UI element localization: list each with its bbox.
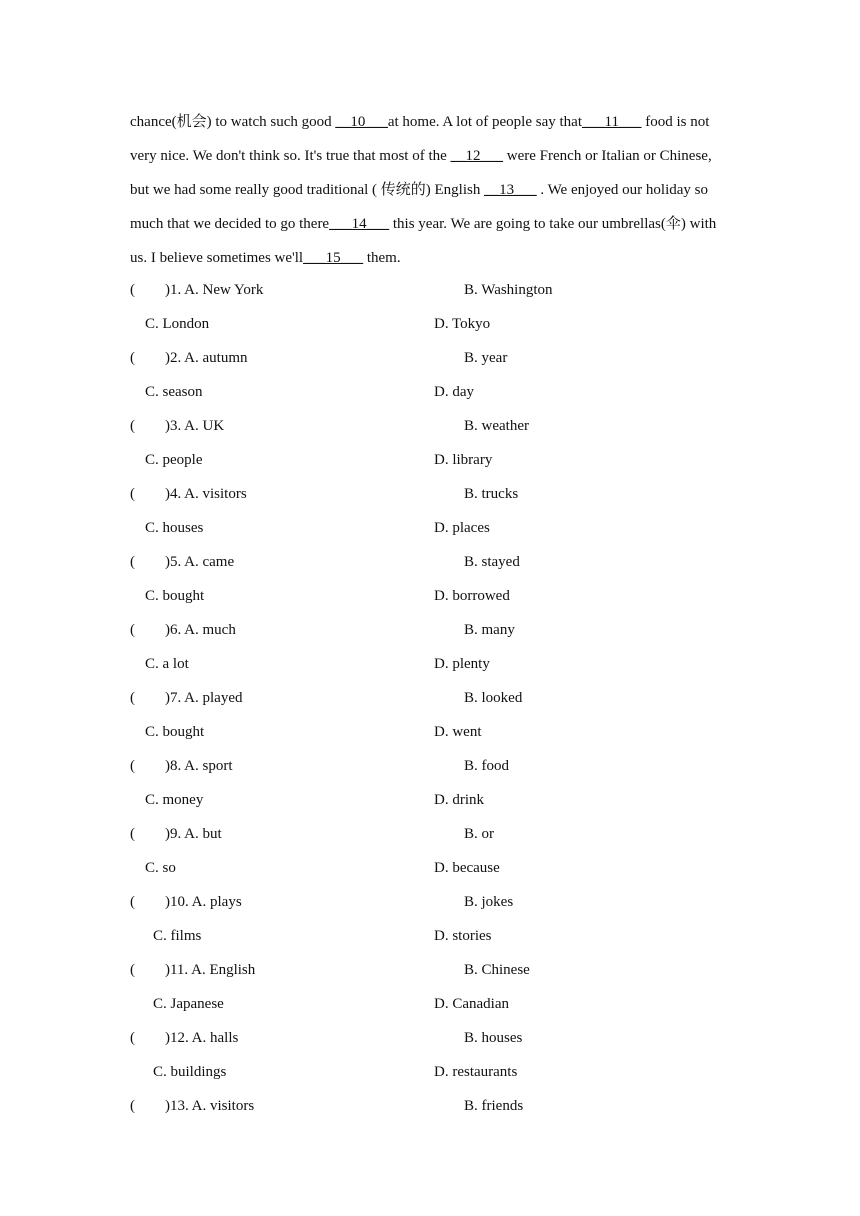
option-b: B. stayed	[464, 554, 520, 570]
passage-text: chance(机会) to watch such good	[130, 114, 336, 130]
option-d: D. day	[434, 384, 474, 400]
option-d: D. Tokyo	[434, 316, 491, 332]
question-number-option-a: ( )2. A. autumn	[130, 350, 248, 366]
option-b: B. weather	[464, 418, 529, 434]
question-row	[0, 375, 860, 409]
question-row	[0, 511, 860, 545]
question-number-option-a: ( )13. A. visitors	[130, 1098, 255, 1114]
question-row	[0, 1021, 860, 1055]
option-b: B. or	[464, 826, 494, 842]
question-row	[0, 443, 860, 477]
option-b: B. many	[464, 622, 515, 638]
question-row	[0, 885, 860, 919]
option-c: C. buildings	[153, 1064, 227, 1080]
option-d: D. restaurants	[434, 1064, 518, 1080]
passage-text: at home. A lot of people say that	[387, 114, 582, 130]
question-row	[0, 273, 860, 307]
option-d: D. because	[434, 860, 500, 876]
option-d: D. borrowed	[434, 588, 510, 604]
question-number-option-a: ( )11. A. English	[130, 962, 256, 978]
option-c: C. Japanese	[153, 996, 224, 1012]
option-c: C. a lot	[145, 656, 189, 672]
option-c: C. season	[145, 384, 203, 400]
question-row	[0, 1089, 860, 1123]
blank-15: ___15___	[303, 250, 364, 266]
blank-13: __13___	[484, 182, 537, 198]
question-row	[0, 579, 860, 613]
passage-line	[130, 139, 732, 173]
option-c: C. bought	[145, 724, 205, 740]
question-row	[0, 477, 860, 511]
option-b: B. friends	[464, 1098, 524, 1114]
passage-text: were French or Italian or Chinese,	[503, 148, 712, 164]
question-row	[0, 307, 860, 341]
option-c: C. houses	[145, 520, 204, 536]
option-c: C. people	[145, 452, 203, 468]
option-d: D. went	[434, 724, 482, 740]
option-b: B. looked	[464, 690, 523, 706]
question-number-option-a: ( )5. A. came	[130, 554, 235, 570]
option-d: D. library	[434, 452, 493, 468]
blank-11: ___11___	[582, 114, 642, 130]
option-c: C. London	[145, 316, 210, 332]
question-row	[0, 545, 860, 579]
option-d: D. Canadian	[434, 996, 509, 1012]
option-c: C. bought	[145, 588, 205, 604]
question-row	[0, 987, 860, 1021]
question-number-option-a: ( )4. A. visitors	[130, 486, 247, 502]
question-row	[0, 681, 860, 715]
question-number-option-a: ( )12. A. halls	[130, 1030, 239, 1046]
blank-12: __12___	[450, 148, 504, 164]
option-d: D. plenty	[434, 656, 490, 672]
option-b: B. year	[464, 350, 508, 366]
question-row	[0, 647, 860, 681]
option-b: B. jokes	[464, 894, 514, 910]
option-d: D. drink	[434, 792, 484, 808]
passage	[130, 105, 732, 275]
option-c: C. films	[153, 928, 202, 944]
question-row	[0, 1055, 860, 1089]
question-row	[0, 715, 860, 749]
question-row	[0, 851, 860, 885]
passage-text: us. I believe sometimes we'll	[130, 250, 304, 266]
question-row	[0, 953, 860, 987]
question-row	[0, 749, 860, 783]
question-number-option-a: ( )7. A. played	[130, 690, 243, 706]
question-number-option-a: ( )3. A. UK	[130, 418, 225, 434]
passage-text: them.	[363, 250, 401, 266]
option-c: C. money	[145, 792, 204, 808]
passage-text: but we had some really good traditional ( 传统的) English	[130, 182, 485, 198]
passage-line	[130, 105, 732, 139]
question-number-option-a: ( )8. A. sport	[130, 758, 233, 774]
question-row	[0, 919, 860, 953]
passage-text: . We enjoyed our holiday so	[536, 182, 709, 198]
question-row	[0, 817, 860, 851]
passage-text: food is not	[641, 114, 710, 130]
option-d: D. stories	[434, 928, 492, 944]
question-number-option-a: ( )10. A. plays	[130, 894, 242, 910]
option-b: B. Washington	[464, 282, 553, 298]
passage-text: this year. We are going to take our umbrellas(伞) with	[389, 216, 717, 232]
blank-14: ___14___	[329, 216, 390, 232]
question-row	[0, 409, 860, 443]
passage-line	[130, 173, 732, 207]
blank-10: __10___	[335, 114, 388, 130]
passage-text: very nice. We don't think so. It's true that most of the	[130, 148, 451, 164]
question-number-option-a: ( )6. A. much	[130, 622, 236, 638]
question-number-option-a: ( )1. A. New York	[130, 282, 264, 298]
passage-text: much that we decided to go there	[130, 216, 330, 232]
option-c: C. so	[145, 860, 176, 876]
option-d: D. places	[434, 520, 490, 536]
question-row	[0, 341, 860, 375]
question-number-option-a: ( )9. A. but	[130, 826, 222, 842]
passage-line	[130, 241, 732, 275]
question-row	[0, 613, 860, 647]
passage-line	[130, 207, 732, 241]
option-b: B. Chinese	[464, 962, 530, 978]
question-row	[0, 783, 860, 817]
option-b: B. houses	[464, 1030, 523, 1046]
option-b: B. food	[464, 758, 509, 774]
option-b: B. trucks	[464, 486, 519, 502]
